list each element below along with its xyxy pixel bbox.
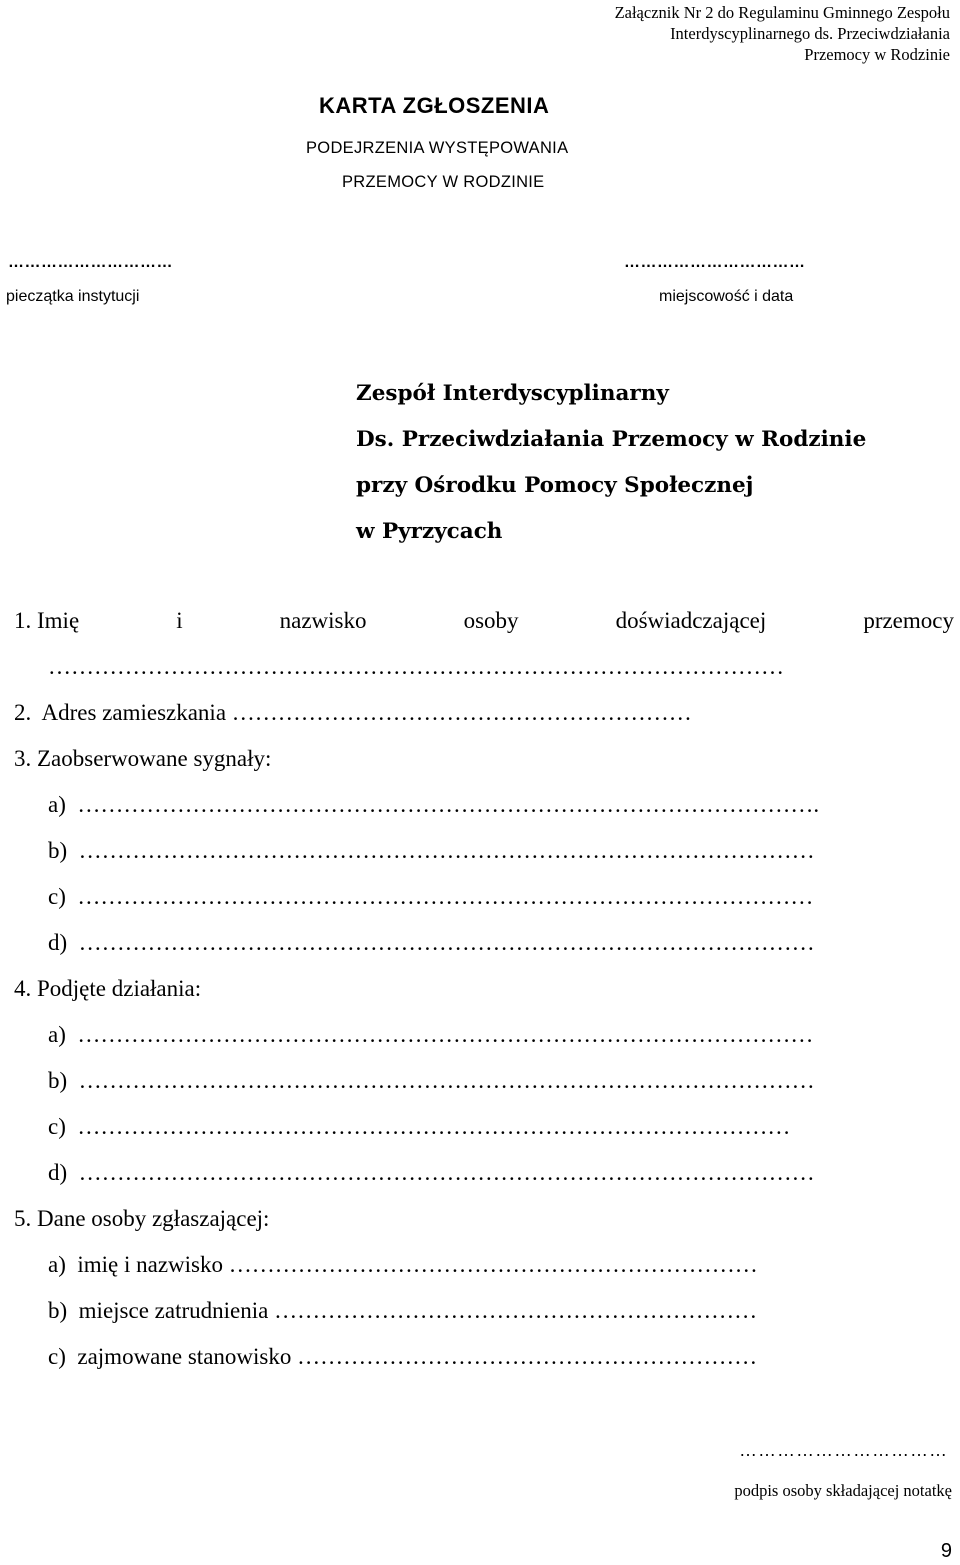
sub-text: zajmowane stanowisko: [77, 1344, 298, 1369]
item-5-number: 5.: [14, 1206, 32, 1231]
item-5-sub-b: [48, 1298, 757, 1324]
item-3-sub-b: [48, 838, 815, 864]
sub-text: miejsce zatrudnienia: [78, 1298, 275, 1323]
item-1-word-4: osoby: [463, 608, 519, 633]
sub-label: a): [48, 792, 66, 817]
annex-header: [615, 2, 950, 65]
sub-text: imię i nazwisko: [77, 1252, 229, 1277]
item-3-sub-d: [48, 930, 815, 956]
item-1-heading: [14, 608, 954, 634]
answer-line[interactable]: ……………………………………………………………………………………: [78, 930, 815, 955]
page-number: 9: [940, 1540, 952, 1562]
item-5-label: Dane osoby zgłaszającej:: [37, 1206, 270, 1231]
sub-label: a): [48, 1252, 66, 1277]
item-5-sub-c: [48, 1344, 757, 1370]
item-5-heading: [14, 1206, 269, 1232]
item-3-label: Zaobserwowane sygnały:: [37, 746, 272, 771]
answer-line[interactable]: ……………………………………………………………………………………: [78, 838, 815, 863]
item-4-label: Podjęte działania:: [37, 976, 202, 1001]
item-3-sub-c: [48, 884, 813, 910]
item-1-answer-line[interactable]: ……………………………………………………………………………………: [48, 654, 784, 679]
answer-line[interactable]: ……………………………………………………………………………………: [77, 1022, 814, 1047]
answer-line[interactable]: ……………………………………………………………………………………: [78, 1068, 815, 1093]
sub-label: b): [48, 1298, 68, 1323]
team-line-1: Zespół Interdyscyplinarny: [356, 381, 669, 406]
answer-line[interactable]: ………………………………………………………: [274, 1298, 758, 1323]
item-4-sub-c: [48, 1114, 790, 1140]
item-2-answer-line[interactable]: ……………………………………………………: [231, 700, 692, 725]
item-1-word-3: nazwisko: [279, 608, 367, 633]
answer-line[interactable]: …………………………………………………………………………………….: [77, 792, 820, 817]
item-3-sub-a: [48, 792, 819, 818]
item-2: [14, 700, 692, 726]
item-1-word-2: i: [176, 608, 183, 633]
team-line-4: w Pyrzycach: [356, 519, 503, 544]
sub-label: b): [48, 838, 68, 863]
signature-line[interactable]: ……………………………: [739, 1440, 948, 1460]
item-1-word-5: doświadczającej: [615, 608, 767, 633]
annex-line-1: Załącznik Nr 2 do Regulaminu Gminnego Zespołu: [614, 3, 950, 22]
sub-label: c): [48, 1114, 66, 1139]
form-subtitle-2: PRZEMOCY W RODZINIE: [342, 173, 545, 191]
item-2-label: Adres zamieszkania: [41, 700, 232, 725]
place-date-dots: ……………………………: [624, 254, 806, 271]
stamp-label: pieczątka instytucji: [6, 288, 140, 305]
form-subtitle-1: PODEJRZENIA WYSTĘPOWANIA: [306, 139, 569, 157]
item-1-number: 1.: [14, 608, 32, 633]
sub-label: c): [48, 1344, 66, 1369]
item-4-sub-a: [48, 1022, 813, 1048]
answer-line[interactable]: ……………………………………………………: [297, 1344, 758, 1369]
sub-label: d): [48, 930, 68, 955]
answer-line[interactable]: ……………………………………………………………………………………: [78, 1160, 815, 1185]
item-3-heading: [14, 746, 271, 772]
item-3-number: 3.: [14, 746, 32, 771]
item-4-sub-b: [48, 1068, 815, 1094]
annex-line-3: Przemocy w Rodzinie: [804, 45, 950, 64]
place-date-label: miejscowość i data: [659, 288, 794, 305]
form-title: KARTA ZGŁOSZENIA: [319, 93, 550, 118]
item-4-number: 4.: [14, 976, 32, 1001]
answer-line[interactable]: ……………………………………………………………: [228, 1252, 758, 1277]
item-4-sub-d: [48, 1160, 815, 1186]
item-2-number: 2.: [14, 700, 32, 725]
item-1-word-1: Imię: [37, 608, 80, 633]
sub-label: d): [48, 1160, 68, 1185]
team-line-2: Ds. Przeciwdziałania Przemocy w Rodzinie: [356, 427, 867, 452]
stamp-dots: …………………………: [8, 254, 173, 271]
signature-label: podpis osoby składającej notatkę: [734, 1481, 952, 1500]
sub-label: a): [48, 1022, 66, 1047]
team-line-3: przy Ośrodku Pomocy Społecznej: [356, 473, 754, 498]
answer-line[interactable]: ……………………………………………………………………………………: [77, 884, 814, 909]
item-4-heading: [14, 976, 201, 1002]
sub-label: b): [48, 1068, 68, 1093]
item-1-word-6: przemocy: [863, 608, 954, 633]
answer-line[interactable]: …………………………………………………………………………………: [77, 1114, 791, 1139]
annex-line-2: Interdyscyplinarnego ds. Przeciwdziałania: [670, 24, 950, 43]
item-5-sub-a: [48, 1252, 758, 1278]
sub-label: c): [48, 884, 66, 909]
